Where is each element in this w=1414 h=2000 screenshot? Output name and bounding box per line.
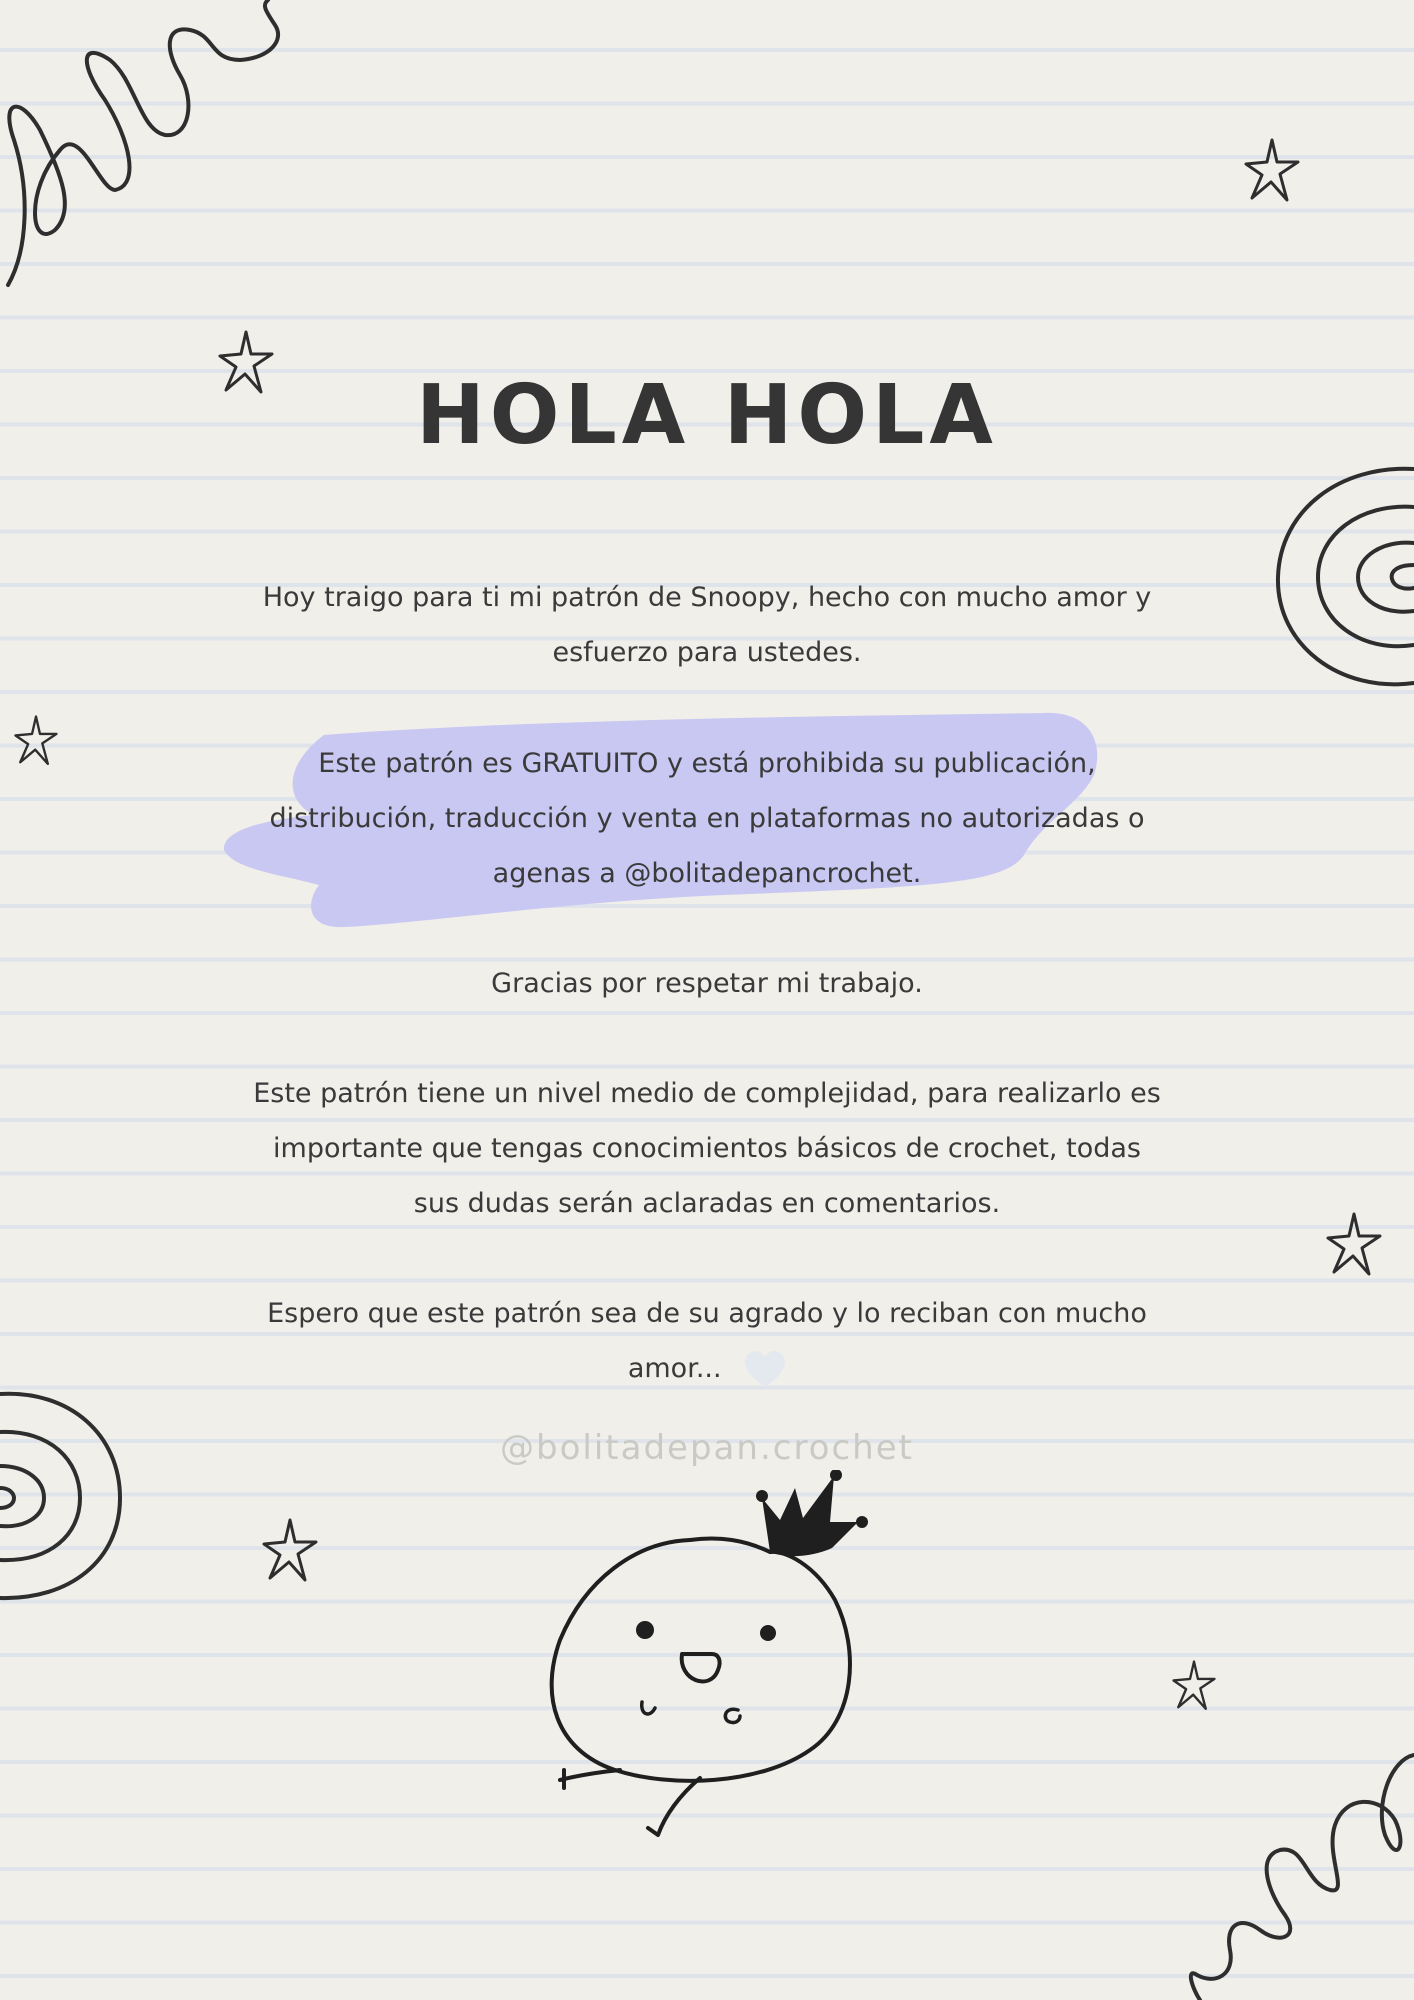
star-doodle-1 (1244, 138, 1300, 204)
crown-icon (756, 1470, 868, 1556)
complexity-paragraph: Este patrón tiene un nivel medio de complejidad, para realizarlo es importante que tengas conocimientos básicos de crochet, todas sus dudas serán aclaradas en comentarios. (253, 1078, 1161, 1219)
star-doodle-4 (1326, 1212, 1382, 1278)
closing-paragraph (250, 1286, 1164, 1396)
star-doodle-6 (1168, 1660, 1220, 1712)
intro-paragraph: Hoy traigo para ti mi patrón de Snoopy, hecho con mucho amor y esfuerzo para ustedes. (262, 582, 1152, 668)
bread-ball-mascot (540, 1470, 880, 1840)
concentric-arc-doodle-right (1270, 465, 1414, 690)
star-doodle-3 (10, 715, 62, 767)
thanks-paragraph: Gracias por respetar mi trabajo. (491, 968, 923, 999)
closing-text: Espero que este patrón sea de su agrado y lo reciban con mucho amor... (267, 1298, 1147, 1384)
license-paragraph: Este patrón es GRATUITO y está prohibida su publicación, distribución, traducción y venta en plataformas no autorizadas o agenas a @bolitadepancrochet. (269, 748, 1145, 889)
star-doodle-5 (262, 1518, 318, 1584)
watermark-handle: @bolitadepan.crochet (500, 1428, 914, 1468)
heart-icon (744, 1351, 786, 1389)
spiral-doodle-top-left (0, 0, 310, 290)
spiral-doodle-bottom-right (1185, 1745, 1414, 2000)
page-title: HOLA HOLA (416, 368, 998, 463)
concentric-arc-doodle-left (0, 1390, 125, 1605)
